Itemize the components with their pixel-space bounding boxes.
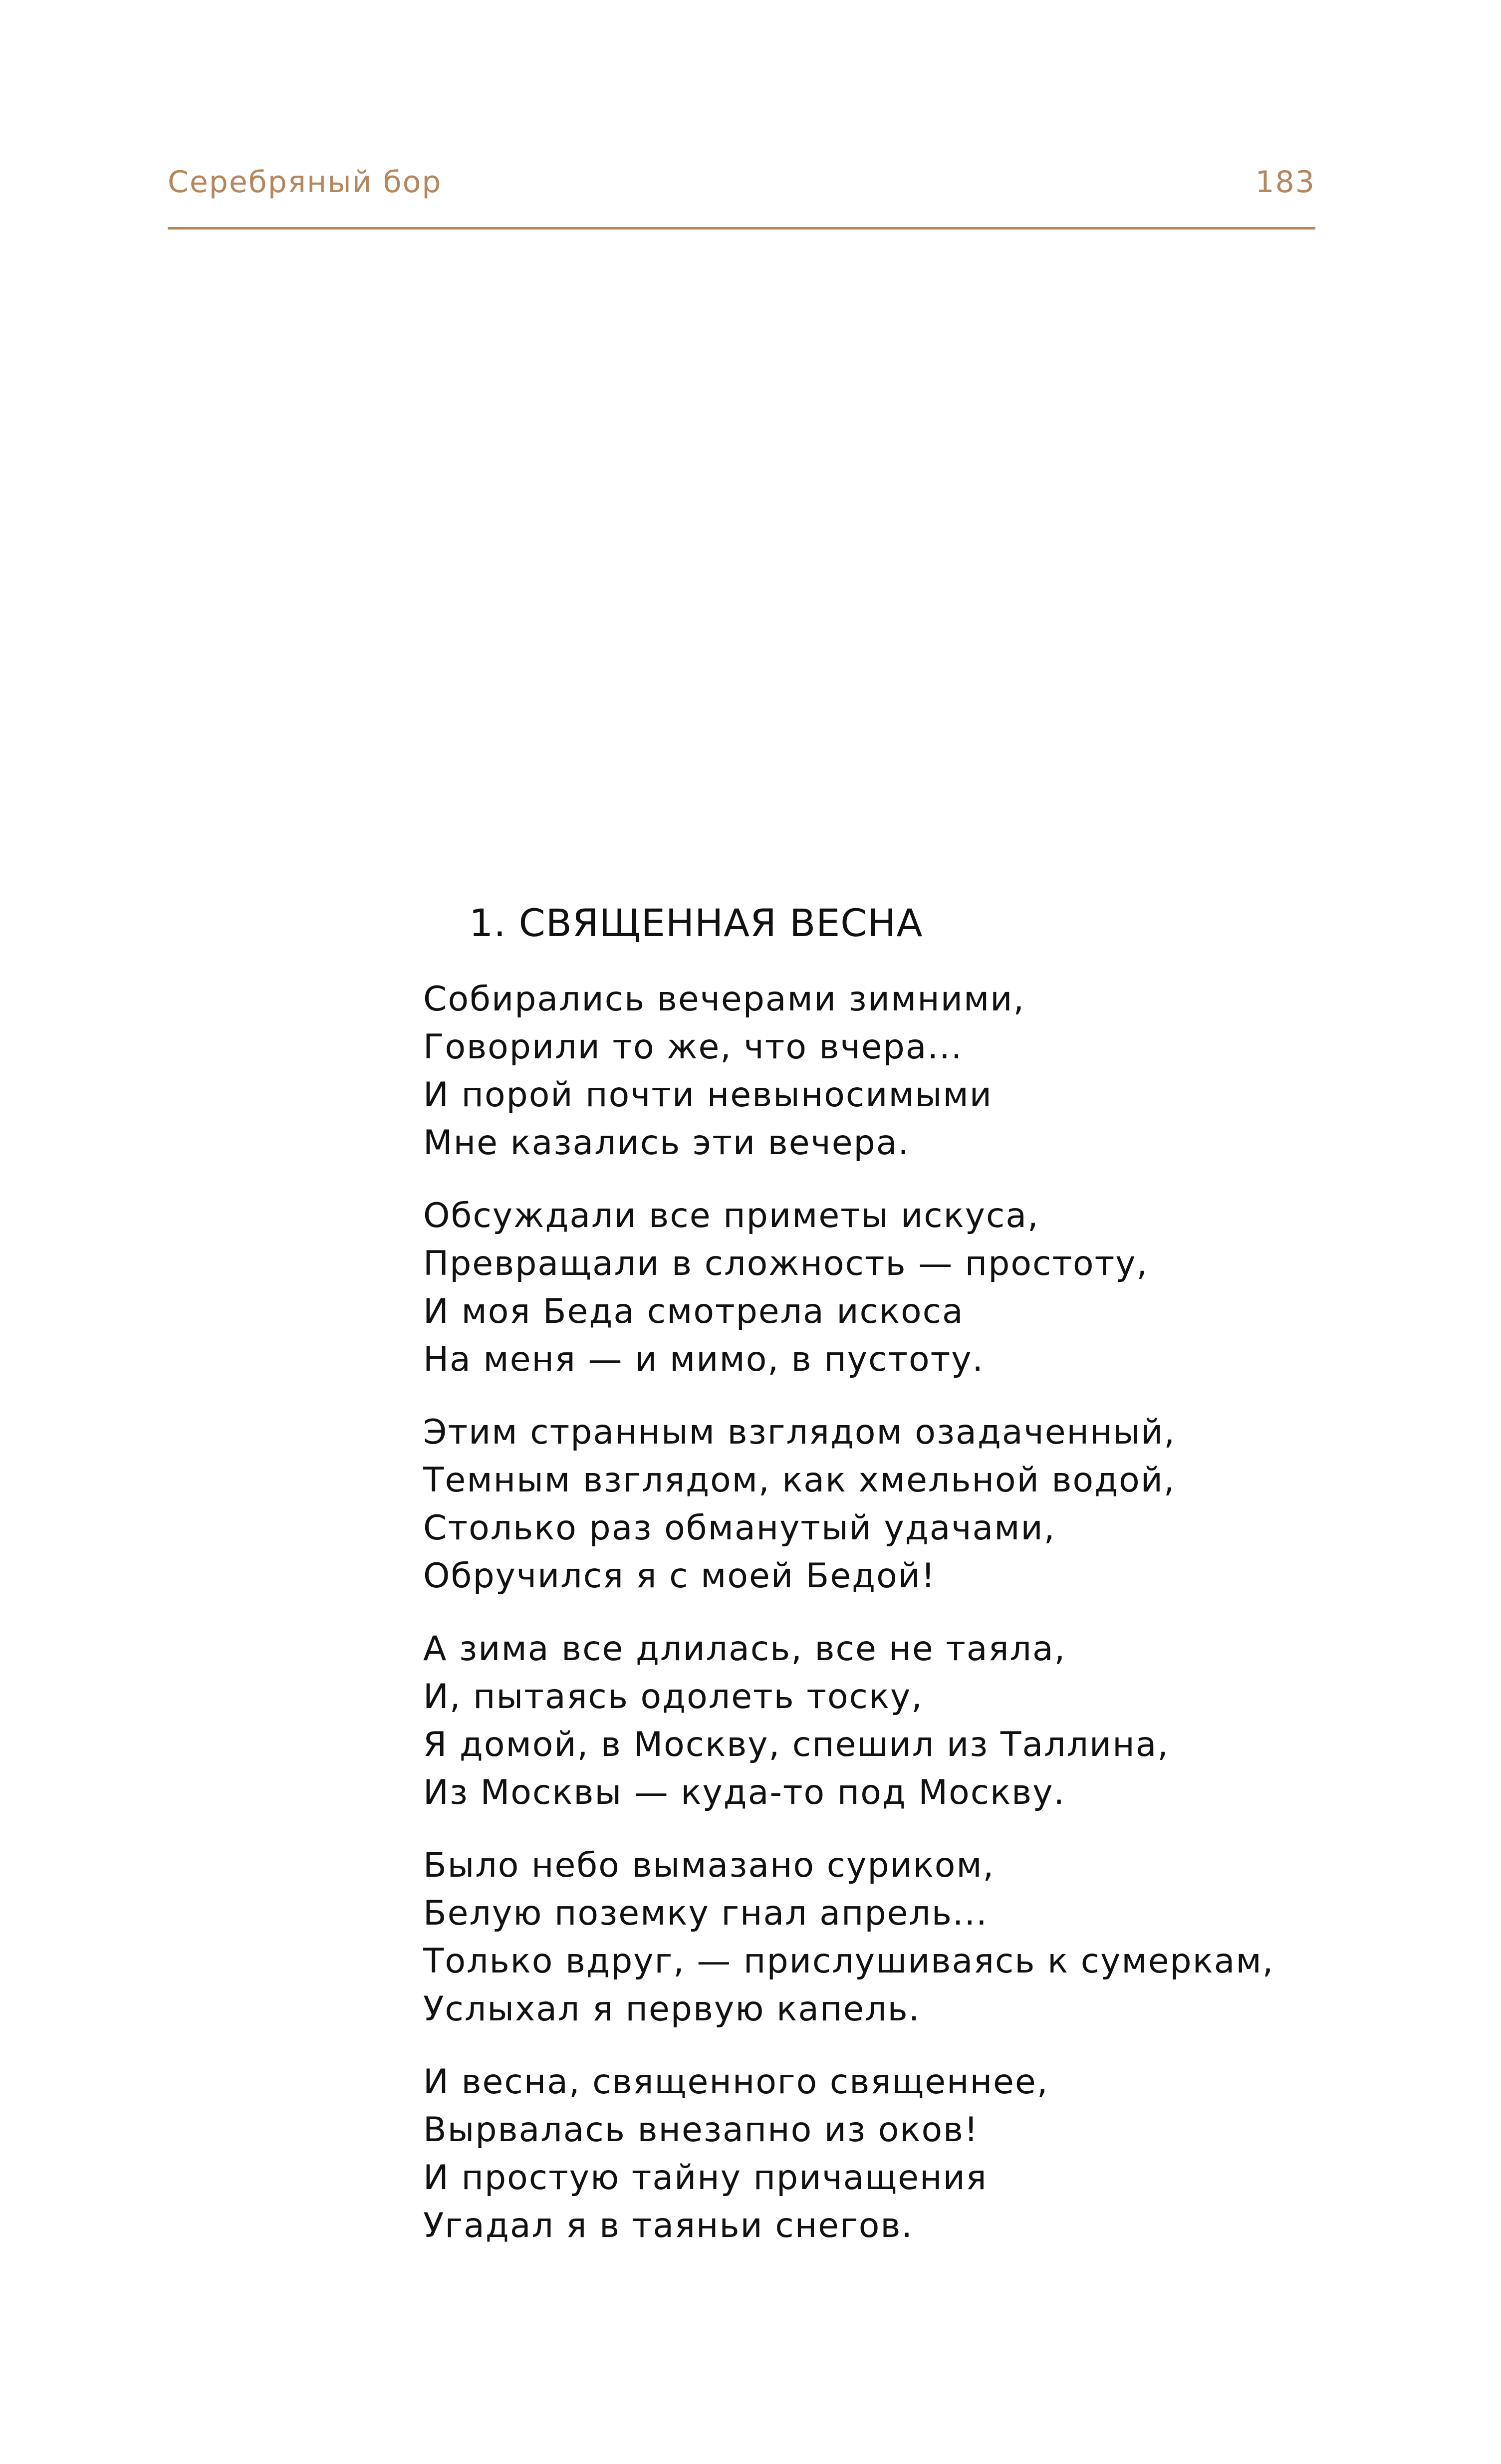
poem-line: Этим странным взглядом озадаченный, [423, 1413, 1176, 1452]
poem-line: Мне казались эти вечера. [423, 1123, 910, 1163]
header-rule [168, 227, 1315, 230]
stanza [423, 1409, 1321, 1600]
poem-line: А зима все длилась, все не таяла, [423, 1629, 1066, 1669]
poem-line: Только вдруг, — прислушиваясь к сумеркам, [423, 1942, 1274, 1981]
poem-line: И моя Беда смотрела искоса [423, 1292, 964, 1331]
poem-line: Столько раз обманутый удачами, [423, 1508, 1056, 1548]
poem-line: И, пытаясь одолеть тоску, [423, 1677, 923, 1717]
poem-line: Угадал я в таяньи снегов. [423, 2206, 914, 2245]
stanza [423, 1192, 1321, 1384]
poem-line: Из Москвы — куда-то под Москву. [423, 1773, 1066, 1812]
stanza [423, 2058, 1321, 2250]
poem-line: Обсуждали все приметы искуса, [423, 1196, 1039, 1235]
poem-line: Вырвалась внезапно из оков! [423, 2110, 979, 2150]
poem-line: Было небо вымазано суриком, [423, 1846, 995, 1885]
running-head-title: Серебряный бор [168, 165, 442, 200]
stanza [423, 976, 1321, 1167]
poem-body [423, 976, 1321, 2275]
poem-line: Собирались вечерами зимними, [423, 980, 1025, 1019]
poem-line: Говорили то же, что вчера... [423, 1027, 963, 1067]
poem-line: На меня — и мимо, в пустоту. [423, 1340, 985, 1379]
page-number: 183 [1255, 165, 1315, 200]
poem-line: И порой почти невыносимыми [423, 1075, 993, 1115]
poem-line: Темным взглядом, как хмельной водой, [423, 1461, 1176, 1500]
poem-line: Я домой, в Москву, спешил из Таллина, [423, 1725, 1169, 1764]
poem-title: 1. СВЯЩЕННАЯ ВЕСНА [469, 901, 923, 945]
poem-line: Обручился я с моей Бедой! [423, 1556, 936, 1596]
poem-line: Превращали в сложность — простоту, [423, 1244, 1149, 1283]
poem-line: И весна, священного священнее, [423, 2062, 1049, 2102]
poem-line: Услыхал я первую капель. [423, 1989, 921, 2029]
stanza [423, 1842, 1321, 2033]
stanza [423, 1625, 1321, 1817]
running-head [168, 165, 1315, 210]
poem-line: И простую тайну причащения [423, 2158, 988, 2198]
poem-line: Белую поземку гнал апрель... [423, 1894, 988, 1933]
